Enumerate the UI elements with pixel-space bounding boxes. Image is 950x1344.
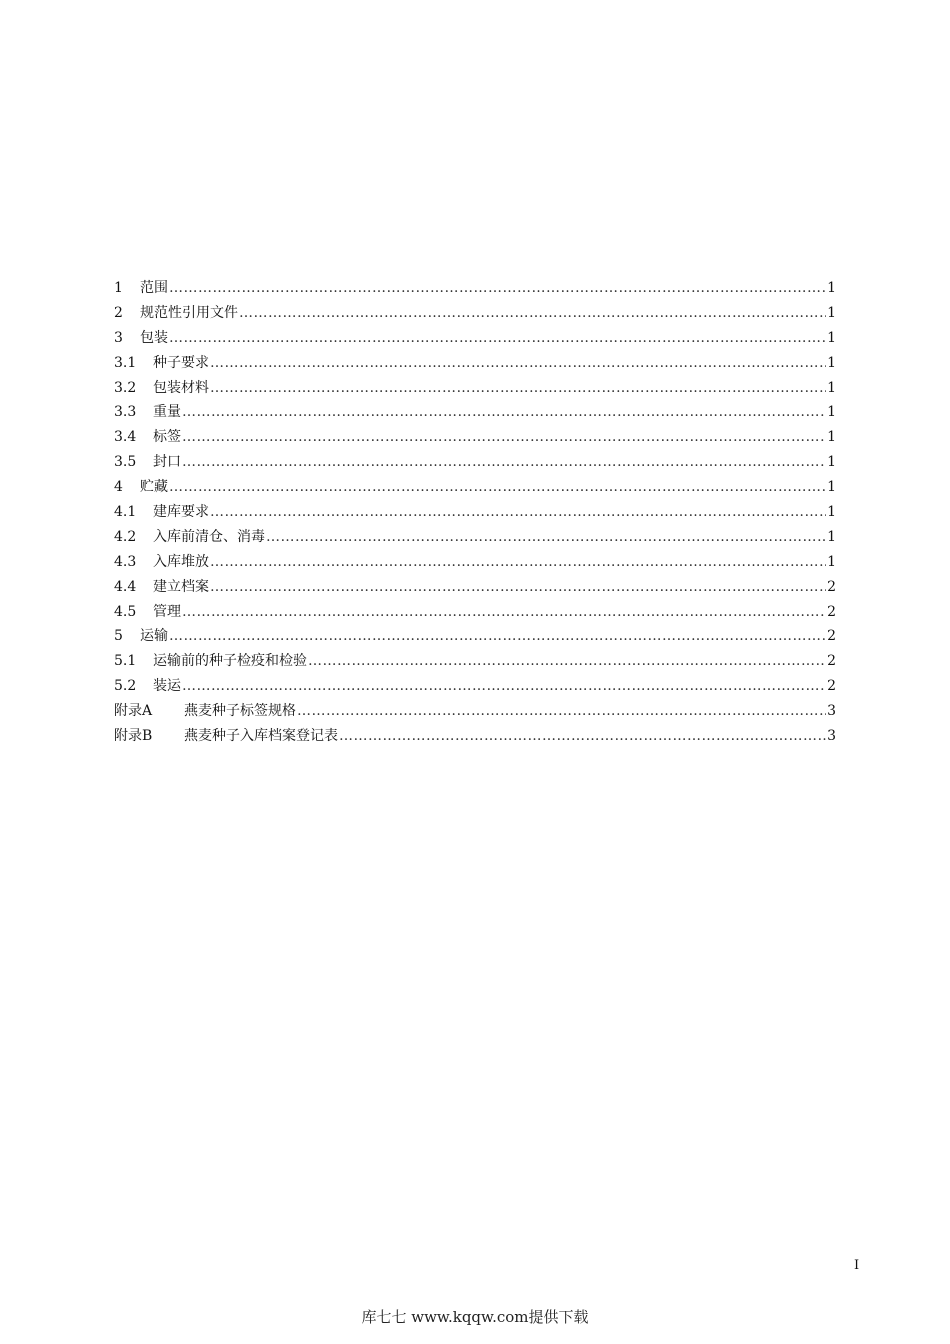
toc-leader-dots — [169, 475, 826, 500]
toc-entry-4-4[interactable] — [114, 575, 836, 600]
table-of-contents — [114, 276, 836, 749]
toc-number: 1 — [114, 280, 123, 296]
page-number: I — [854, 1258, 860, 1273]
toc-title: 标签 — [153, 429, 181, 446]
toc-entry-5-1[interactable] — [114, 649, 836, 674]
toc-page: 1 — [827, 429, 836, 446]
toc-page: 1 — [827, 454, 836, 471]
toc-entry-4-3[interactable] — [114, 550, 836, 575]
toc-page: 1 — [827, 404, 836, 421]
toc-title: 重量 — [153, 404, 181, 421]
toc-number: 4.2 — [114, 528, 137, 545]
toc-number: 4.3 — [114, 553, 137, 570]
toc-number: 3.1 — [114, 354, 137, 371]
toc-title: 种子要求 — [153, 354, 209, 371]
toc-number: 3.5 — [114, 454, 137, 471]
toc-page: 1 — [827, 354, 836, 371]
toc-title: 运输前的种子检疫和检验 — [153, 653, 307, 670]
toc-title: 贮藏 — [140, 479, 168, 496]
toc-leader-dots — [210, 550, 826, 575]
download-footer: 库七七 www.kqqw.com提供下载 — [361, 1308, 589, 1326]
toc-leader-dots — [210, 500, 826, 525]
toc-leader-dots — [339, 724, 826, 749]
toc-leader-dots — [169, 326, 826, 351]
toc-entry-4-2[interactable] — [114, 525, 836, 550]
toc-leader-dots — [182, 450, 826, 475]
toc-entry-4[interactable] — [114, 475, 836, 500]
toc-leader-dots — [182, 600, 826, 625]
toc-number: 5.1 — [114, 653, 137, 670]
toc-page: 2 — [827, 628, 836, 645]
toc-title: 装运 — [153, 678, 181, 695]
toc-entry-3-4[interactable] — [114, 425, 836, 450]
toc-page: 1 — [827, 528, 836, 545]
toc-leader-dots — [297, 699, 826, 724]
toc-leader-dots — [239, 301, 826, 326]
toc-title: 管理 — [153, 603, 181, 620]
toc-entry-3-1[interactable] — [114, 351, 836, 376]
toc-entry-5-2[interactable] — [114, 674, 836, 699]
toc-entry-4-5[interactable] — [114, 600, 836, 625]
toc-number: 5.2 — [114, 678, 137, 695]
toc-leader-dots — [169, 624, 826, 649]
toc-leader-dots — [182, 425, 826, 450]
toc-title: 包装材料 — [153, 379, 209, 396]
toc-entry-3-2[interactable] — [114, 376, 836, 401]
toc-title: 包装 — [140, 329, 168, 346]
toc-number: 3.4 — [114, 429, 137, 446]
toc-entry-2[interactable] — [114, 301, 836, 326]
toc-entry-3-3[interactable] — [114, 400, 836, 425]
toc-leader-dots — [308, 649, 826, 674]
toc-page: 2 — [827, 653, 836, 670]
toc-title: 范围 — [140, 280, 168, 296]
toc-number: 4 — [114, 479, 123, 496]
toc-entry-appendix-b[interactable] — [114, 724, 836, 749]
toc-title: 规范性引用文件 — [140, 304, 238, 321]
toc-title: 封口 — [153, 454, 181, 471]
toc-entry-5[interactable] — [114, 624, 836, 649]
toc-leader-dots — [182, 674, 826, 699]
toc-page: 1 — [827, 379, 836, 396]
toc-page: 3 — [827, 703, 836, 720]
toc-number: 3.2 — [114, 379, 137, 396]
toc-number: 4.4 — [114, 578, 137, 595]
toc-entry-3[interactable] — [114, 326, 836, 351]
toc-entry-appendix-a[interactable] — [114, 699, 836, 724]
toc-title: 燕麦种子标签规格 — [184, 703, 296, 720]
toc-title: 入库堆放 — [153, 553, 209, 570]
toc-number: 4.1 — [114, 504, 137, 521]
toc-leader-dots — [210, 351, 826, 376]
toc-number: 3.3 — [114, 404, 137, 421]
toc-page: 3 — [827, 728, 836, 745]
toc-number: 3 — [114, 329, 123, 346]
toc-entry-1[interactable] — [114, 276, 836, 301]
toc-number: 2 — [114, 304, 123, 321]
toc-number: 附录A — [114, 703, 153, 720]
toc-page: 2 — [827, 578, 836, 595]
toc-page: 1 — [827, 304, 836, 321]
toc-number: 4.5 — [114, 603, 137, 620]
toc-leader-dots — [210, 376, 826, 401]
toc-number: 5 — [114, 628, 123, 645]
toc-page: 1 — [827, 280, 836, 296]
toc-entry-3-5[interactable] — [114, 450, 836, 475]
toc-page: 1 — [827, 504, 836, 521]
toc-leader-dots — [210, 575, 826, 600]
toc-number: 附录B — [114, 728, 153, 745]
toc-entry-4-1[interactable] — [114, 500, 836, 525]
toc-title: 运输 — [140, 628, 168, 645]
toc-leader-dots — [182, 400, 826, 425]
toc-leader-dots — [266, 525, 826, 550]
toc-page: 1 — [827, 479, 836, 496]
toc-page: 1 — [827, 329, 836, 346]
toc-leader-dots — [169, 276, 826, 301]
toc-page: 2 — [827, 678, 836, 695]
toc-title: 建立档案 — [153, 578, 209, 595]
toc-page: 2 — [827, 603, 836, 620]
toc-title: 入库前清仓、消毒 — [153, 528, 265, 545]
toc-page: 1 — [827, 553, 836, 570]
toc-title: 建库要求 — [153, 504, 209, 521]
toc-title: 燕麦种子入库档案登记表 — [184, 728, 338, 745]
